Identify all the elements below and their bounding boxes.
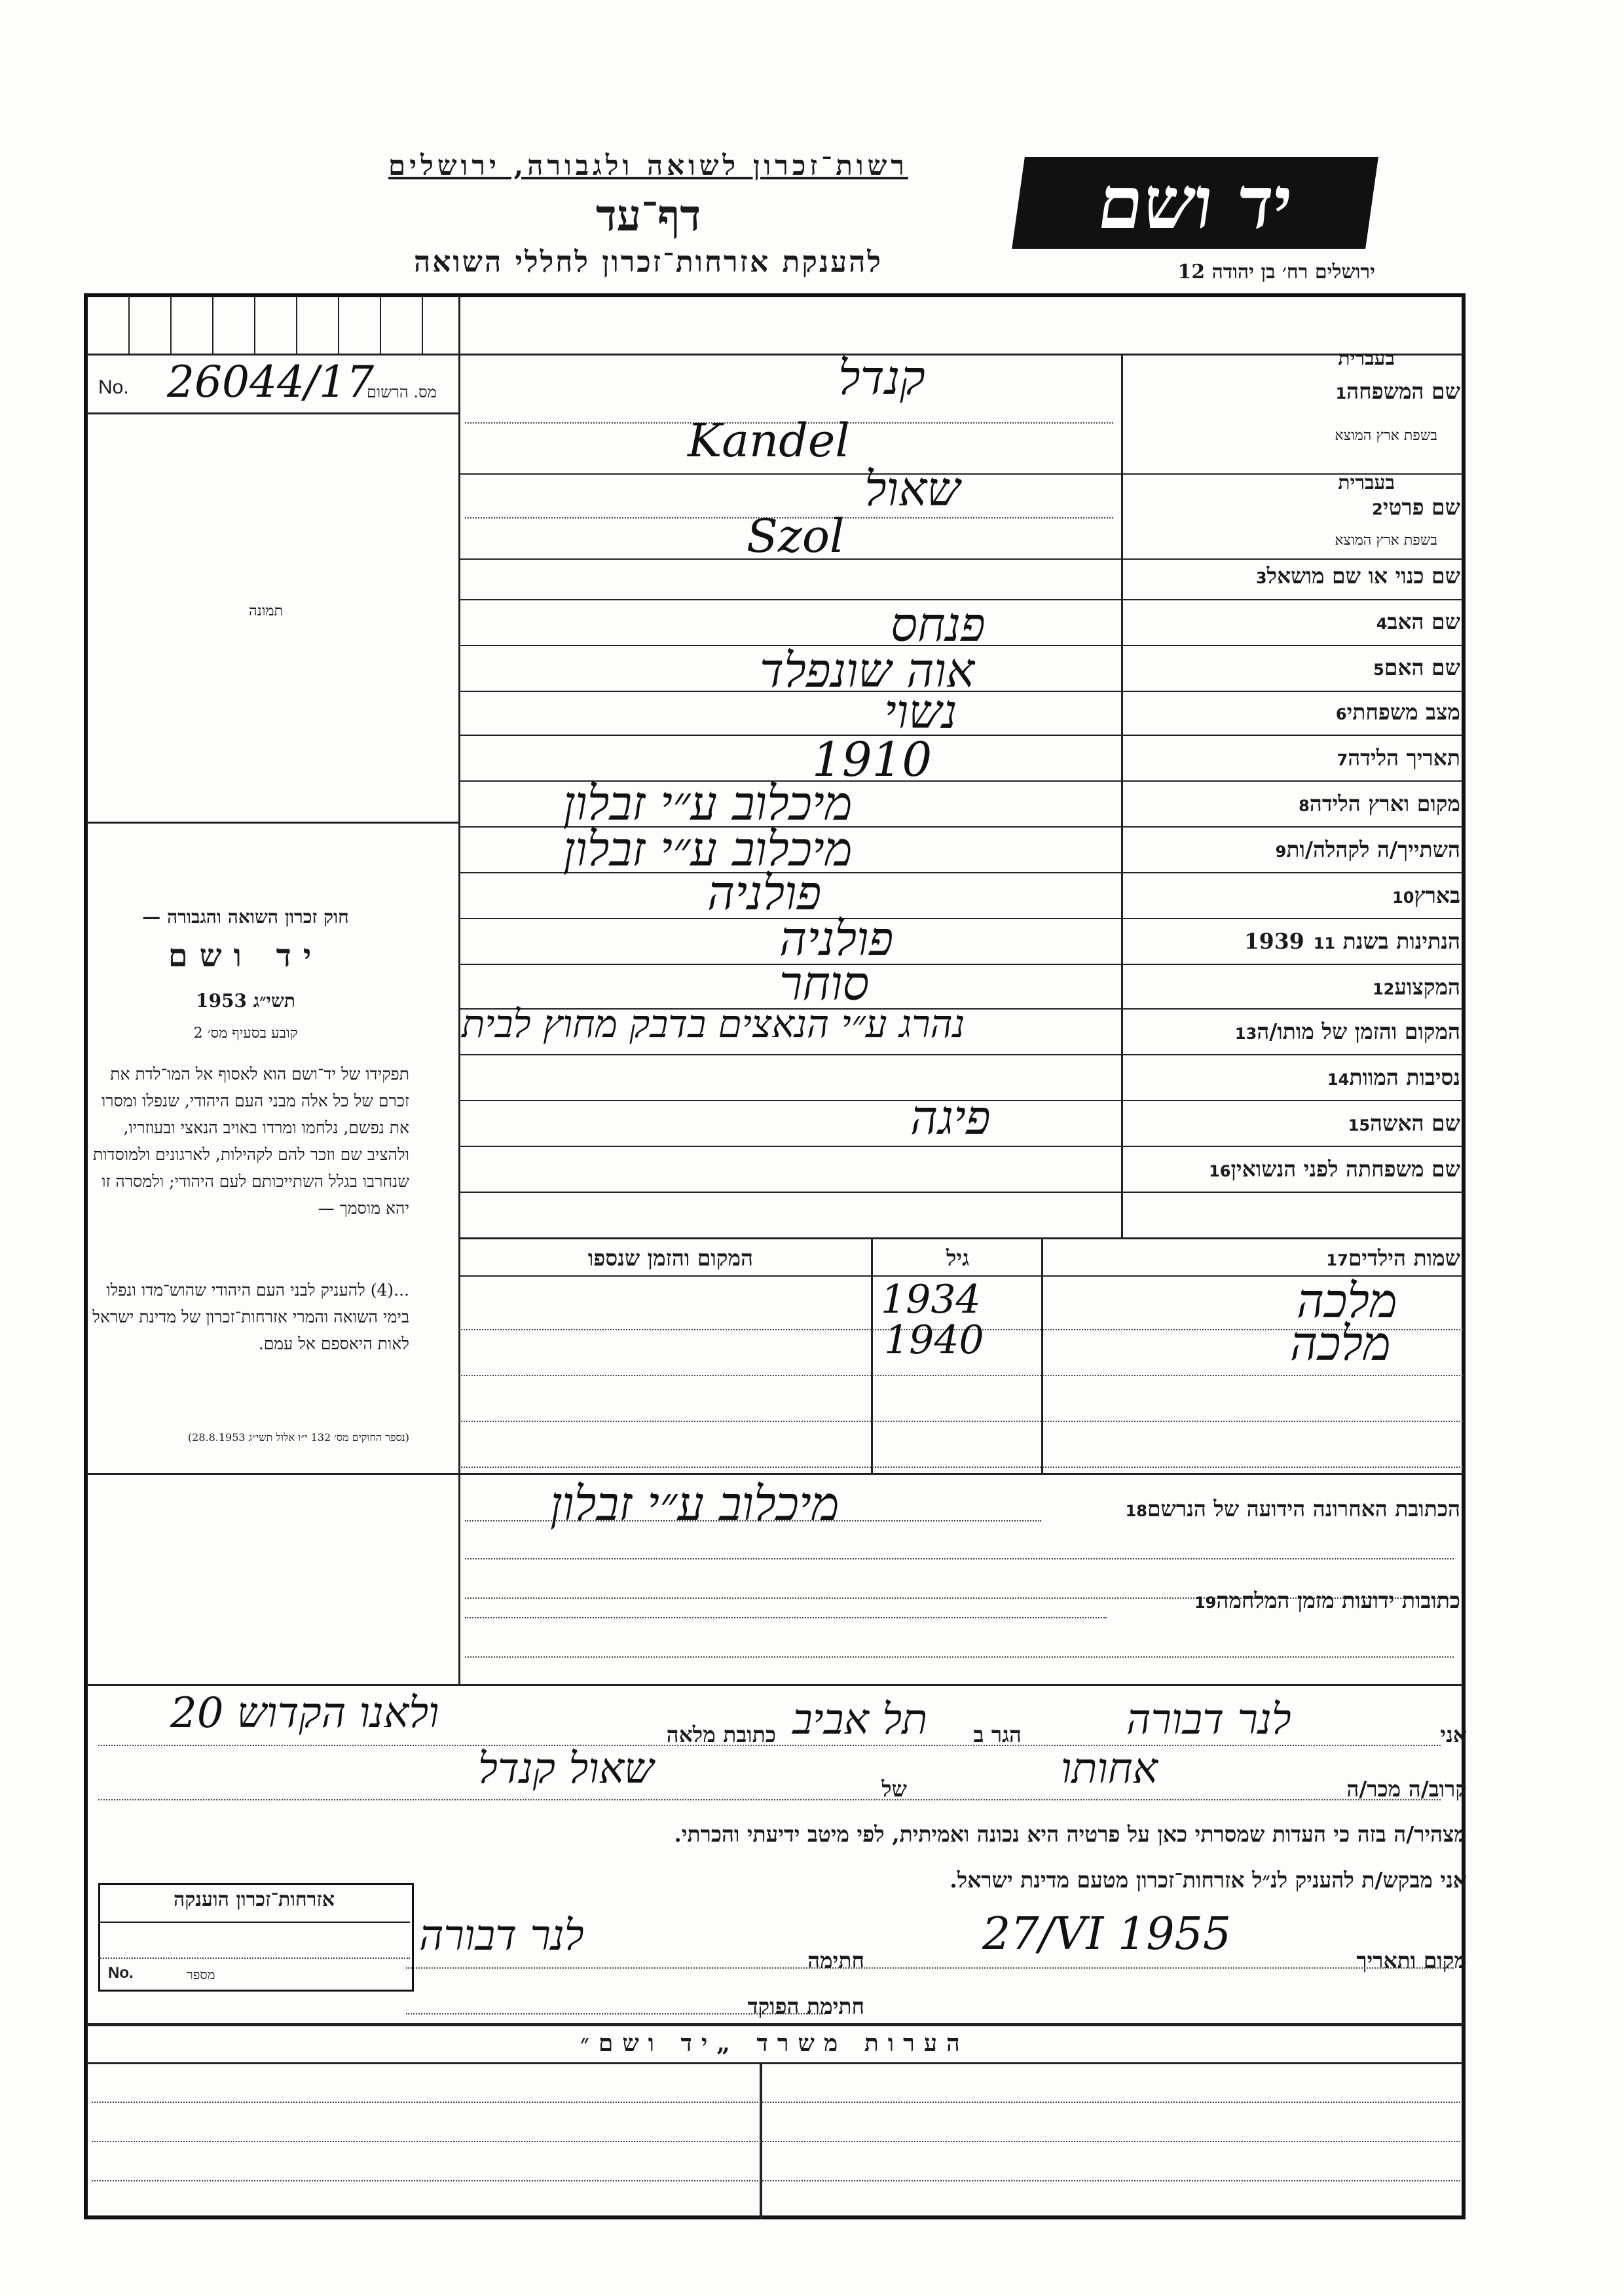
field-13-value: נהרג ע״י הנאצים בדבק מחוץ לבית bbox=[462, 1002, 965, 1046]
field-15-label: שם האשה15 bbox=[1348, 1110, 1460, 1136]
child-1-name: מלכה bbox=[1297, 1273, 1397, 1328]
field-18-label: הכתובת האחרונה הידועה של הנרשם18 bbox=[1125, 1496, 1460, 1522]
field-5-label: שם האם5 bbox=[1373, 655, 1460, 680]
field-15-value: פיגה bbox=[910, 1090, 991, 1145]
field-1-label: שם המשפחה1 bbox=[1335, 378, 1460, 404]
children-col-names: שמות הילדים17 bbox=[1326, 1245, 1460, 1271]
decl-relation-label: קרוב/ה מכר/ה bbox=[1346, 1776, 1467, 1802]
authority-heading: רשות־זכרון לשואה ולגבורה, ירושלים bbox=[388, 149, 908, 181]
field-2-local-sub: בשפת ארץ המוצא bbox=[1335, 532, 1437, 549]
field-11-label: הנתינות בשנת 193911 bbox=[1244, 928, 1460, 954]
law-clause: קובע בסעיף מס׳ 2 bbox=[193, 1025, 298, 1042]
law-name: יד ושם bbox=[168, 938, 323, 974]
field-19-label: כתובות ידועות מזמן המלחמה19 bbox=[1194, 1588, 1460, 1613]
law-text-1: תפקידו של יד־ושם הוא לאסוף אל המו־לדת את זכרם של כל אלה מבני העם היהודי, שנפלו ומסרו את נפשם, נלחמו ומרדו באויב הנאצי ובעוזריו, ולהציב שם וזכר להם לקהילות, לארגונים ולמוסדות שנחרבו בגלל השתייכותם לעם היהודי; ולמסרה זו יהא מוסמך — bbox=[92, 1065, 409, 1218]
field-3-label: שם כנוי או שם מושאל3 bbox=[1255, 563, 1460, 589]
field-2-label: שם פרטי2 bbox=[1372, 494, 1460, 520]
label-column-divider bbox=[1121, 354, 1123, 1237]
form-subtitle: להענקת אזרחות־זכרון לחללי השואה bbox=[413, 246, 883, 279]
certificate-number-label: מספר bbox=[187, 1967, 215, 1982]
reg-no-label: No. bbox=[98, 376, 129, 398]
field-11-value: פולניה bbox=[779, 911, 894, 966]
reg-number: 26044/17 bbox=[167, 357, 375, 407]
decl-relation: אחותו bbox=[1061, 1745, 1158, 1793]
field-18-value: מיכלוב ע״י זבלון bbox=[550, 1476, 840, 1531]
field-9-label: השתייך/ה לקהלה/ות9 bbox=[1275, 837, 1460, 862]
field-10-label: בארץ10 bbox=[1392, 883, 1460, 908]
decl-resides-label: הגר ב bbox=[973, 1722, 1022, 1747]
field-13-label: המקום והזמן של מותו/ה13 bbox=[1234, 1019, 1460, 1044]
children-col-place: המקום והזמן שנספו bbox=[587, 1245, 753, 1271]
decl-declarant: לנר דבורה bbox=[1126, 1696, 1291, 1744]
field-14-label: נסיבות המוות14 bbox=[1327, 1065, 1460, 1090]
field-5-value: אוה שונפלד bbox=[760, 643, 975, 698]
field-8-value: מיכלוב ע״י זבלון bbox=[563, 776, 853, 831]
left-panel-divider bbox=[458, 296, 460, 1684]
decl-statement-1: מצהיר/ה בזה כי העדות שמסרתי כאן על פרטיה היא נכונה ואמיתית, לפי מיטב ידיעתי והכרתי. bbox=[674, 1821, 1467, 1847]
logo-address: ירושלים רח׳ בן יהודה 12 bbox=[1177, 261, 1375, 283]
field-2-value-he: שאול bbox=[864, 462, 961, 517]
child-2-age: 1940 bbox=[884, 1317, 984, 1363]
reg-label: מס. הרשום bbox=[367, 383, 437, 401]
child-2-name: מלכה bbox=[1290, 1316, 1391, 1371]
field-1-value-he: קנדל bbox=[838, 350, 925, 405]
decl-place-date-label: מקום ותאריך bbox=[1356, 1948, 1467, 1973]
field-12-value: סוחר bbox=[779, 956, 870, 1011]
decl-of-label: של bbox=[881, 1776, 907, 1802]
certificate-no-label: No. bbox=[108, 1964, 134, 1982]
field-10-value: פולניה bbox=[707, 866, 822, 920]
yad-vashem-logo: יד ושם bbox=[1012, 157, 1378, 249]
decl-statement-2: אני מבקש/ת להעניק לנ״ל אזרחות־זכרון מטעם מדינת ישראל. bbox=[950, 1867, 1467, 1893]
decl-address-label: כתובת מלאה bbox=[666, 1722, 776, 1747]
decl-signature: לנר דבורה bbox=[419, 1912, 584, 1960]
field-1-hebrew-sub: בעברית bbox=[1338, 347, 1395, 370]
decl-signature-label: חתימה bbox=[807, 1948, 864, 1973]
law-title: חוק זכרון השואה והגבורה — bbox=[142, 906, 349, 928]
children-col-age: גיל bbox=[946, 1245, 969, 1271]
field-8-label: מקום וארץ הלידה8 bbox=[1299, 791, 1460, 816]
certificate-title: אזרחות־זכרון הוענקה bbox=[173, 1888, 335, 1911]
field-12-label: המקצוע12 bbox=[1372, 974, 1460, 1000]
decl-ani: אני bbox=[1440, 1722, 1467, 1747]
field-7-value: 1910 bbox=[812, 732, 932, 787]
field-7-label: תאריך הלידה7 bbox=[1337, 745, 1460, 771]
office-notes-title: הערות משרד „יד ושם״ bbox=[580, 2030, 969, 2057]
law-year: תשי״ג 1953 bbox=[196, 990, 295, 1011]
decl-resides: תל אביב bbox=[792, 1696, 928, 1744]
field-6-value: נשוי bbox=[884, 684, 957, 739]
decl-officer-label: חתימת הפוקד bbox=[747, 1994, 864, 2019]
decl-address: ולאנו הקדוש 20 bbox=[170, 1689, 439, 1738]
decl-place-date: 27/VI 1955 bbox=[982, 1908, 1232, 1960]
field-4-label: שם האב4 bbox=[1376, 609, 1460, 634]
field-9-value: מיכלוב ע״י זבלון bbox=[563, 822, 853, 877]
photo-label: תמונה bbox=[249, 603, 283, 619]
field-1-local-sub: בשפת ארץ המוצא bbox=[1335, 428, 1437, 444]
field-16-label: שם משפחתה לפני הנשואין16 bbox=[1209, 1156, 1460, 1182]
decl-of-name: שאול קנדל bbox=[478, 1745, 654, 1793]
form-title: דף־עד bbox=[595, 190, 701, 241]
law-footnote: (נספר החוקים מס׳ 132 י״ו אלול תשי״ג 28.8.1953) bbox=[187, 1431, 409, 1444]
law-text-2: ...(4) להעניק לבני העם היהודי שהוש־מדו ונפלו בימי השואה והמרי אזרחות־זכרון של מדינת ישראל לאות היאספם אל עמם. bbox=[92, 1281, 409, 1353]
field-4-value: פנחס bbox=[891, 597, 986, 652]
field-2-hebrew-sub: בעברית bbox=[1338, 471, 1395, 494]
field-1-value-local: Kandel bbox=[688, 414, 850, 467]
field-6-label: מצב משפחתי6 bbox=[1335, 699, 1460, 725]
child-1-age: 1934 bbox=[881, 1277, 981, 1322]
field-2-value-local: Szol bbox=[747, 509, 845, 563]
